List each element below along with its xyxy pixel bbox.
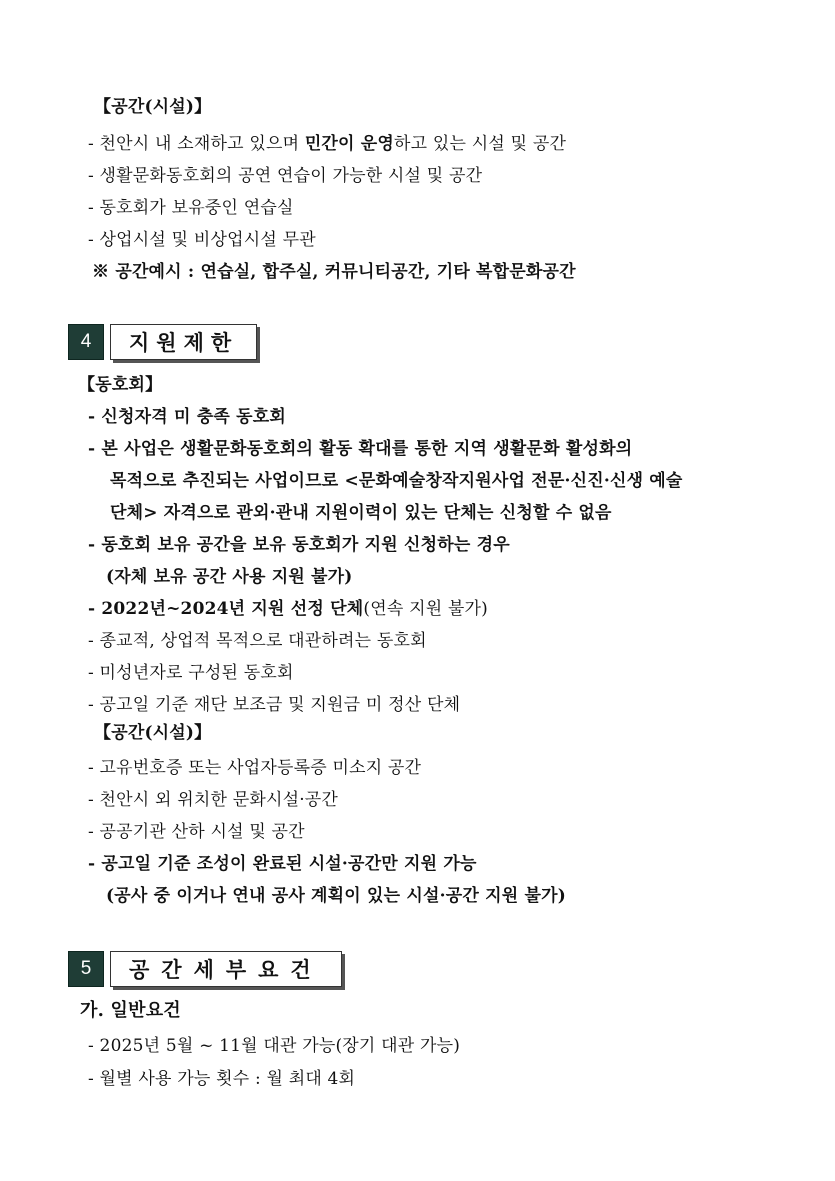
section-5-title: 공간세부요건 — [110, 951, 342, 987]
section-4-heading — [68, 324, 257, 360]
section-5-heading — [68, 951, 342, 987]
space-heading: 【공간(시설)】 — [94, 97, 212, 117]
club-item-4-note: (연속 지원 불가) — [363, 599, 488, 619]
section-5-number: 5 — [68, 951, 104, 987]
space-example-note: ※ 공간예시 : 연습실, 합주실, 커뮤니티공간, 기타 복합문화공간 — [92, 262, 576, 282]
club-item-3: - 동호회 보유 공간을 보유 동호회가 지원 신청하는 경우 — [88, 535, 510, 555]
club-item-2-cont-2: 단체> 자격으로 관외·관내 지원이력이 있는 단체는 신청할 수 없음 — [110, 503, 612, 523]
space-item-2: - 생활문화동호회의 공연 연습이 가능한 시설 및 공간 — [88, 166, 483, 186]
club-item-2-cont-1: 목적으로 추진되는 사업이므로 <문화예술창작지원사업 전문·신진·신생 예술 — [110, 471, 683, 491]
restricted-space-item-1: - 고유번호증 또는 사업자등록증 미소지 공간 — [88, 758, 422, 778]
club-item-7: - 공고일 기준 재단 보조금 및 지원금 미 정산 단체 — [88, 695, 461, 715]
space-item-1-text-a: - 천안시 내 소재하고 있으며 — [88, 134, 305, 154]
space-item-1 — [88, 133, 566, 155]
club-item-4-bold: - 2022년~2024년 지원 선정 단체 — [88, 599, 364, 619]
space-item-3: - 동호회가 보유중인 연습실 — [88, 198, 294, 218]
section-4-title: 지원제한 — [110, 324, 257, 360]
restricted-space-item-3: - 공공기관 산하 시설 및 공간 — [88, 822, 305, 842]
club-item-5: - 종교적, 상업적 목적으로 대관하려는 동호회 — [88, 631, 427, 651]
club-item-4 — [88, 598, 488, 620]
section-4-number: 4 — [68, 324, 104, 360]
general-requirement-1: - 2025년 5월 ~ 11월 대관 가능(장기 대관 가능) — [88, 1036, 461, 1056]
restricted-space-item-4: - 공고일 기준 조성이 완료된 시설·공간만 지원 가능 — [88, 854, 477, 874]
space-item-1-text-c: 하고 있는 시설 및 공간 — [394, 134, 567, 154]
club-item-3-cont: (자체 보유 공간 사용 지원 불가) — [106, 567, 353, 587]
general-requirements-subheading: 가. 일반요건 — [80, 1000, 181, 1021]
club-item-6: - 미성년자로 구성된 동호회 — [88, 663, 294, 683]
general-requirement-2: - 월별 사용 가능 횟수 : 월 최대 4회 — [88, 1069, 356, 1089]
restricted-space-item-2: - 천안시 외 위치한 문화시설·공간 — [88, 790, 339, 810]
club-item-2: - 본 사업은 생활문화동호회의 활동 확대를 통한 지역 생활문화 활성화의 — [88, 439, 633, 459]
club-heading: 【동호회】 — [78, 375, 163, 395]
restricted-space-item-4-cont: (공사 중 이거나 연내 공사 계획이 있는 시설·공간 지원 불가) — [106, 886, 566, 906]
space-item-4: - 상업시설 및 비상업시설 무관 — [88, 230, 316, 250]
club-item-1: - 신청자격 미 충족 동호회 — [88, 407, 286, 427]
space-item-1-emphasis: 민간이 운영 — [304, 134, 395, 154]
restricted-space-heading: 【공간(시설)】 — [94, 723, 212, 743]
